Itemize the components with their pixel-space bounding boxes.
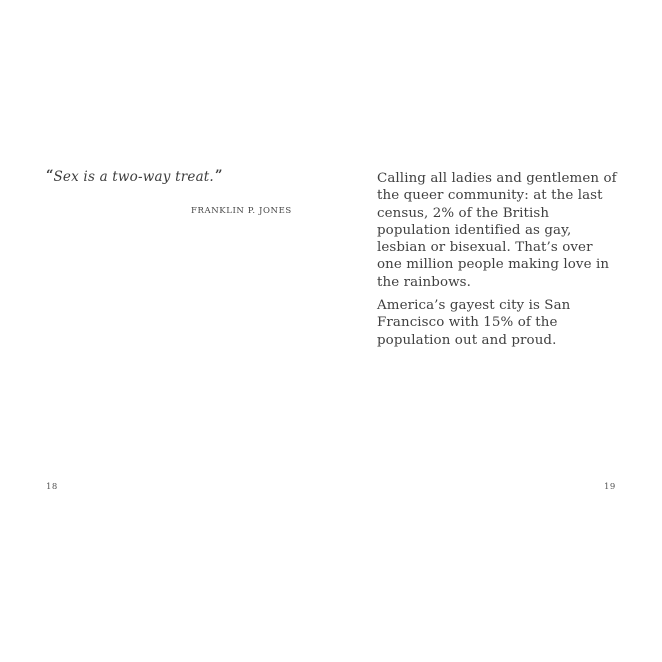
close-quote-mark: ” [214,168,223,183]
page-number-left: 18 [46,482,58,492]
quote-attribution: FRANKLIN P. JONES [191,206,292,216]
quote-text [46,168,222,187]
page-number-right: 19 [604,482,616,492]
right-page [331,0,662,662]
paragraph-1: Calling all ladies and gentlemen of the queer community: at the last census, 2% of the British population identified as gay, lesbian or bisexual. That’s over one million people making love in the rainbows. [377,171,617,290]
body-text-block [377,170,619,349]
open-quote-mark: “ [46,168,54,183]
quote-body: Sex is a two-way treat. [53,169,214,185]
paragraph-2: America’s gayest city is San Francisco with 15% of the population out and proud. [377,298,571,348]
